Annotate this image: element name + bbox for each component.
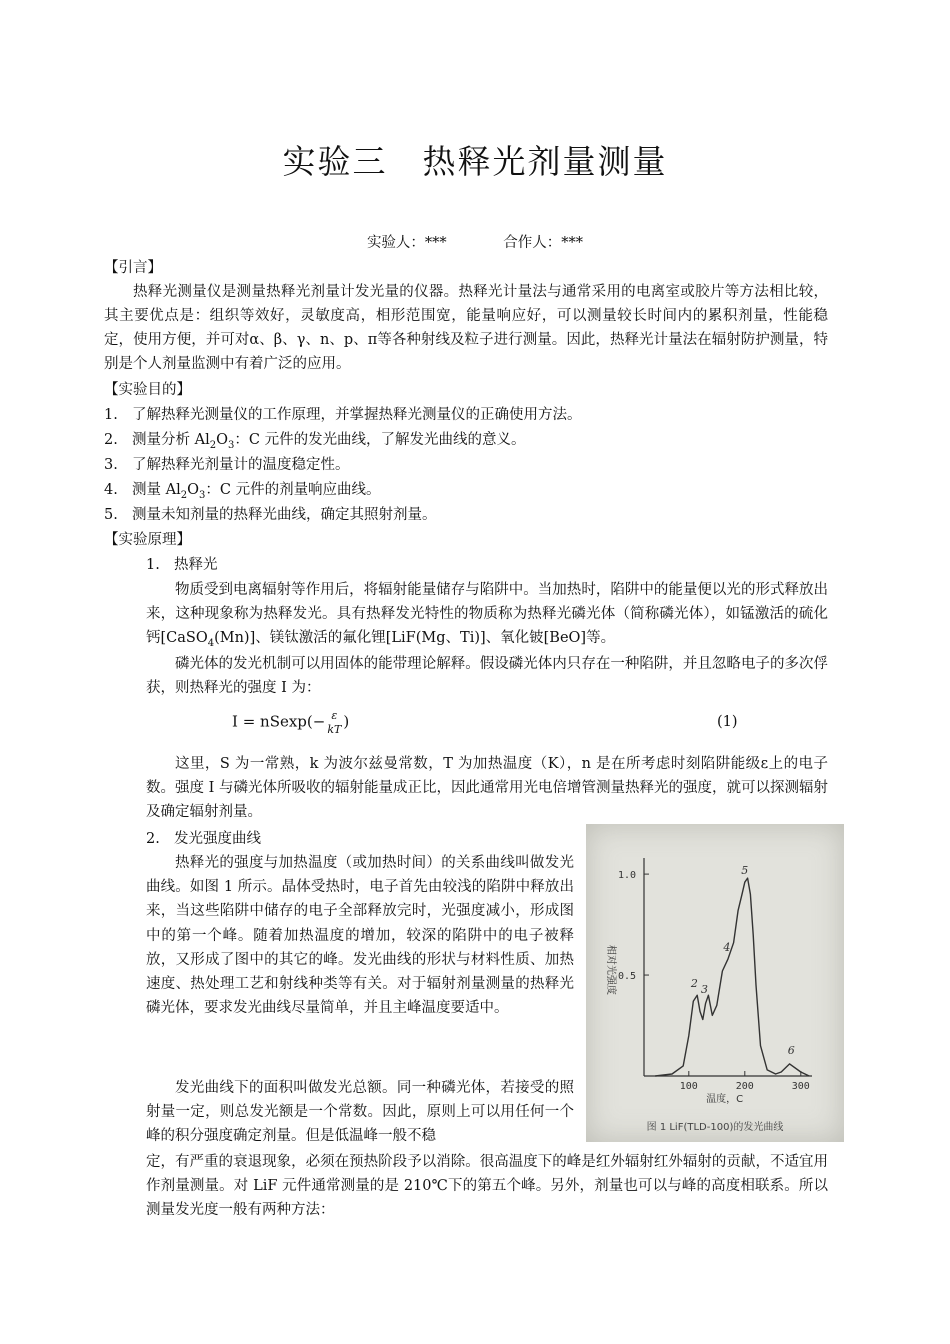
fraction-denominator: kT <box>327 723 342 736</box>
purpose-item-text: O <box>187 482 199 498</box>
purpose-item-number: 1. <box>104 407 118 423</box>
purpose-item-text: 了解热释光剂量计的温度稳定性。 <box>132 457 350 473</box>
subsection-title: 发光强度曲线 <box>174 831 261 847</box>
equation-number: (1) <box>717 714 738 730</box>
principle-paragraph <box>146 578 828 657</box>
purpose-item <box>104 453 824 477</box>
subscript: 3 <box>227 439 235 451</box>
principle-paragraph: 定，有严重的衰退现象，必须在预热阶段予以消除。很高温度下的峰是红外辐射红外辐射的贡献，不适宜用作剂量测量。对 LiF 元件通常测量的是 210℃下的第五个峰。另外，剂量也可以与峰的高度相联系。所以测量发光度一般有两种方法： <box>146 1154 828 1219</box>
subscript: 4 <box>207 638 215 650</box>
subscript: 2 <box>180 489 188 501</box>
subsection-number: 1. <box>146 557 160 573</box>
purpose-item-text: ：C 元件的发光曲线，了解发光曲线的意义。 <box>234 432 526 448</box>
paragraph-text: 物质受到电离辐射等作用后，将辐射能量储存与陷阱中。当加热时，陷阱中的能量便以光的形式释放出来，这种现象称为热释发光。具有热释发光特性的物质称为热释光磷光体（简称磷光体），如锰激活的硫化钙[CaSO <box>146 582 828 647</box>
purpose-item-number: 5. <box>104 507 118 523</box>
glow-curve-figure <box>586 824 844 1142</box>
intro-heading: 【引言】 <box>104 260 162 276</box>
principle-paragraph: 这里，S 为一常熟，k 为波尔兹曼常数，T 为加热温度（K），n 是在所考虑时刻陷阱能级ε上的电子数。强度 I 与磷光体所吸收的辐射能量成正比，因此通常用光电倍增管测量热释光的强度，就可以探测辐射及确定辐射剂量。 <box>146 756 828 821</box>
y-tick-label: 0.5 <box>617 971 636 983</box>
x-axis-label: 温度，C <box>706 1094 744 1105</box>
glow-curve-chart <box>586 824 844 1142</box>
peak-label: 3 <box>700 983 708 997</box>
y-axis-label: 相对光强度 <box>605 945 616 995</box>
peak-label: 5 <box>741 864 749 878</box>
intro-paragraph: 热释光测量仪是测量热释光剂量计发光量的仪器。热释光计量法与通常采用的电离室或胶片等方法相比较，其主要优点是：组织等效好，灵敏度高，相形范围宽，能量响应好，可以测量较长时间内的累积剂量，性能稳定，使用方便，并可对α、β、γ、n、p、π等各种射线及粒子进行测量。因此，热释光计量法在辐射防护测量，特别是个人剂量监测中有着广泛的应用。 <box>104 284 828 372</box>
subscript: 2 <box>209 439 217 451</box>
figure-caption: 图 1 LiF(TLD-100)的发光曲线 <box>646 1122 784 1133</box>
purpose-item-number: 4. <box>104 482 118 498</box>
peak-label: 2 <box>690 977 698 991</box>
equation <box>232 709 349 736</box>
equation-fraction <box>327 709 341 736</box>
purpose-item-text: 测量分析 Al <box>132 432 210 448</box>
partner: 合作人：*** <box>503 235 584 251</box>
subsection-number: 2. <box>146 831 160 847</box>
glow-curve-line <box>655 878 809 1076</box>
principle-heading: 【实验原理】 <box>104 532 191 548</box>
author-line <box>0 231 950 252</box>
purpose-item-text: ：C 元件的剂量响应曲线。 <box>205 482 381 498</box>
equation-rhs: ) <box>343 712 350 731</box>
purpose-item-text: 测量 Al <box>132 482 181 498</box>
fraction-numerator: ε <box>331 709 338 722</box>
subsection-heading <box>146 553 218 577</box>
subscript: 3 <box>198 489 206 501</box>
purpose-item-text: 了解热释光测量仪的工作原理，并掌握热释光测量仪的正确使用方法。 <box>132 407 582 423</box>
purpose-item-text: 测量未知剂量的热释光曲线，确定其照射剂量。 <box>132 507 437 523</box>
purpose-item-text: O <box>216 432 228 448</box>
purpose-item <box>104 503 824 527</box>
purpose-heading: 【实验目的】 <box>104 382 191 398</box>
y-tick-label: 1.0 <box>617 870 636 882</box>
x-tick-label: 300 <box>791 1081 810 1092</box>
principle-paragraph: 热释光的强度与加热温度（或加热时间）的关系曲线叫做发光曲线。如图 1 所示。晶体受热时，电子首先由较浅的陷阱中释放出来，当这些陷阱中储存的电子全部释放完时，光强度减小，形成图中的第一个峰。随着加热温度的增加，较深的陷阱中的电子被释放，又形成了图中的其它的峰。发光曲线的形状与材料性质、加热速度、热处理工艺和射线种类等有关。对于辐射剂量测量的热释光磷光体，要求发光曲线尽量简单，并且主峰温度要适中。 <box>146 855 574 1017</box>
purpose-item-number: 2. <box>104 432 118 448</box>
subsection-heading <box>146 827 261 851</box>
purpose-item-number: 3. <box>104 457 118 473</box>
peak-label: 6 <box>787 1043 795 1057</box>
principle-paragraph: 发光曲线下的面积叫做发光总额。同一种磷光体，若接受的照射量一定，则总发光额是一个常数。因此，原则上可以用任何一个峰的积分强度确定剂量。但是低温峰一般不稳 <box>146 1080 574 1145</box>
paragraph-text: (Mn)]、镁钛激活的氟化锂[LiF(Mg、Ti)]、氧化铍[BeO]等。 <box>214 630 616 647</box>
peak-label: 4 <box>723 940 731 954</box>
page-title: 实验三 热释光剂量测量 <box>282 142 668 181</box>
purpose-item <box>104 403 824 427</box>
experimenter: 实验人：*** <box>366 235 447 251</box>
x-tick-label: 200 <box>735 1081 754 1092</box>
subsection-title: 热释光 <box>174 557 218 573</box>
equation-lhs: I = nSexp(− <box>232 712 326 731</box>
x-tick-label: 100 <box>679 1081 698 1092</box>
principle-paragraph: 磷光体的发光机制可以用固体的能带理论解释。假设磷光体内只存在一种陷阱，并且忽略电子的多次俘获，则热释光的强度 I 为： <box>146 656 828 697</box>
